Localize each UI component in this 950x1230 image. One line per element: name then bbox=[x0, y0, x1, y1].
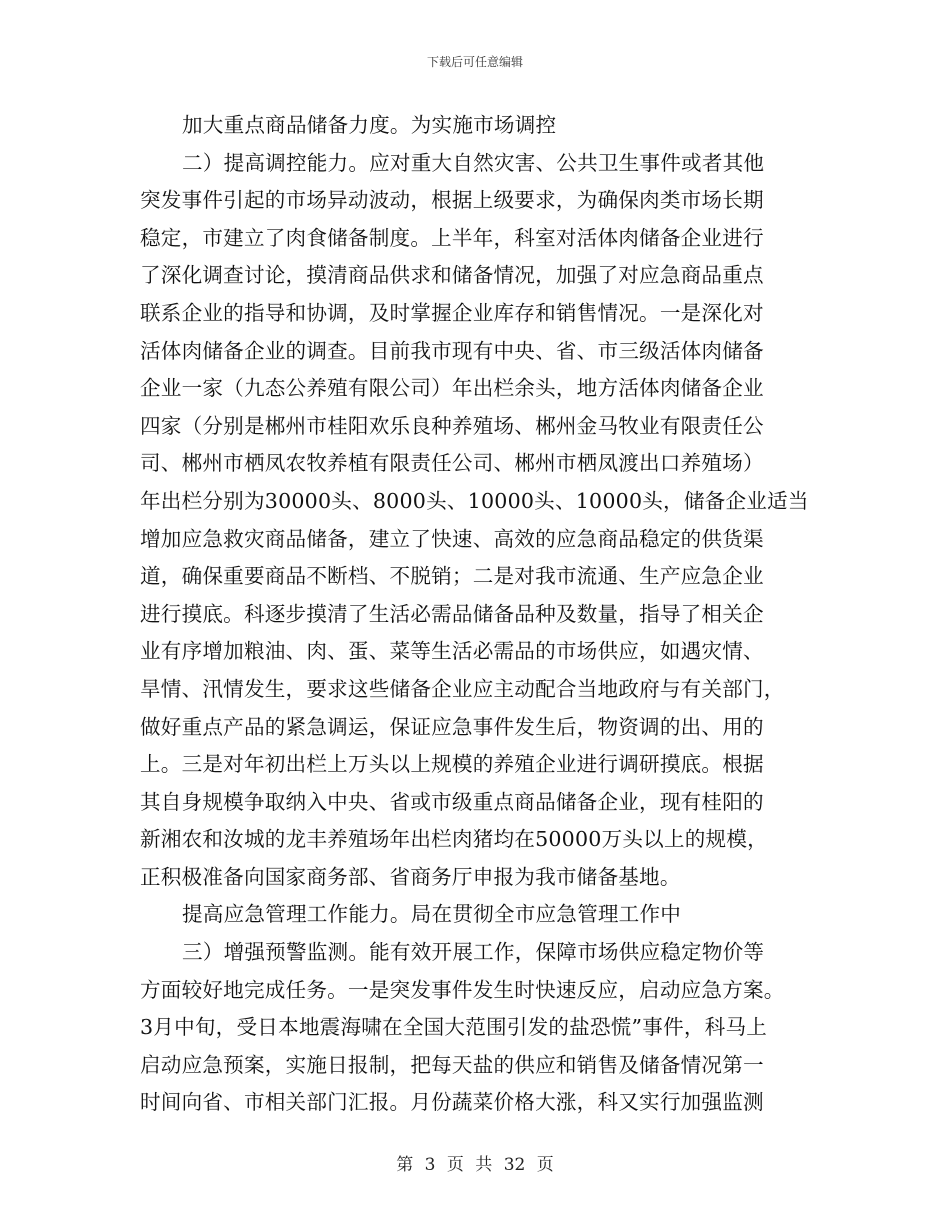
paragraph-line: 司、郴州市栖凤农牧养植有限责任公司、郴州市栖凤渡出口养殖场） bbox=[140, 451, 764, 476]
paragraph-line: 加大重点商品储备力度。为实施市场调控 bbox=[182, 113, 557, 137]
paragraph-line: 启动应急预案，实施日报制，把每天盐的供应和销售及储备情况第一 bbox=[140, 1052, 764, 1077]
paragraph-line: 进行摸底。科逐步摸清了生活必需品储备品种及数量，指导了相关企 bbox=[140, 601, 764, 626]
paragraph-line: 旱情、汛情发生，要求这些储备企业应主动配合当地政府与有关部门， bbox=[140, 676, 785, 701]
paragraph-line: 四家（分别是郴州市桂阳欢乐良种养殖场、郴州金马牧业有限责任公 bbox=[140, 413, 764, 438]
paragraph-line: 正积极准备向国家商务部、省商务厅申报为我市储备基地。 bbox=[140, 864, 681, 889]
paragraph-line: 企业一家（九态公养殖有限公司）年出栏余头，地方活体肉储备企业 bbox=[140, 376, 764, 401]
paragraph-line: 做好重点产品的紧急调运，保证应急事件发生后，物资调的出、用的 bbox=[140, 714, 764, 739]
paragraph-line: 业有序增加粮油、肉、蛋、菜等生活必需品的市场供应，如遇灾情、 bbox=[140, 639, 764, 664]
paragraph-line: 方面较好地完成任务。一是突发事件发生时快速反应，启动应急方案。 bbox=[140, 977, 785, 1002]
paragraph-line: 新湘农和汝城的龙丰养殖场年出栏肉猪均在50000万头以上的规模， bbox=[140, 827, 768, 852]
paragraph-line: 年出栏分别为30000头、8000头、10000头、10000头，储备企业适当 bbox=[140, 488, 809, 513]
paragraph-line: 了深化调查讨论，摸清商品供求和储备情况，加强了对应急商品重点 bbox=[140, 263, 764, 288]
page-header-note: 下载后可任意编辑 bbox=[426, 55, 523, 69]
document-body bbox=[140, 107, 812, 1122]
paragraph-line: 突发事件引起的市场异动波动，根据上级要求，为确保肉类市场长期 bbox=[140, 188, 764, 213]
paragraph-line: 提高应急管理工作能力。局在贯彻全市应急管理工作中 bbox=[182, 902, 682, 927]
paragraph-line: 其自身规模争取纳入中央、省或市级重点商品储备企业，现有桂阳的 bbox=[140, 789, 764, 814]
paragraph-line: 活体肉储备企业的调查。目前我市现有中央、省、市三级活体肉储备 bbox=[140, 338, 764, 363]
paragraph-line: 三）增强预警监测。能有效开展工作，保障市场供应稳定物价等 bbox=[182, 940, 765, 965]
paragraph-line: 稳定，市建立了肉食储备制度。上半年，科室对活体肉储备企业进行 bbox=[140, 225, 764, 250]
paragraph-line: 3月中旬，受日本地震海啸在全国大范围引发的盐恐慌”事件，科马上 bbox=[140, 1015, 768, 1040]
paragraph-line: 二）提高调控能力。应对重大自然灾害、公共卫生事件或者其他 bbox=[182, 150, 765, 175]
paragraph-line: 道，确保重要商品不断档、不脱销；二是对我市流通、生产应急企业 bbox=[140, 564, 764, 589]
paragraph-line: 时间向省、市相关部门汇报。月份蔬菜价格大涨，科又实行加强监测 bbox=[140, 1090, 764, 1115]
page-number-footer: 第 3 页 共 32 页 bbox=[396, 1155, 554, 1175]
paragraph-line: 增加应急救灾商品储备，建立了快速、高效的应急商品稳定的供货渠 bbox=[140, 526, 764, 551]
paragraph-line: 联系企业的指导和协调，及时掌握企业库存和销售情况。一是深化对 bbox=[140, 300, 764, 325]
paragraph-line: 上。三是对年初出栏上万头以上规模的养殖企业进行调研摸底。根据 bbox=[140, 752, 764, 777]
